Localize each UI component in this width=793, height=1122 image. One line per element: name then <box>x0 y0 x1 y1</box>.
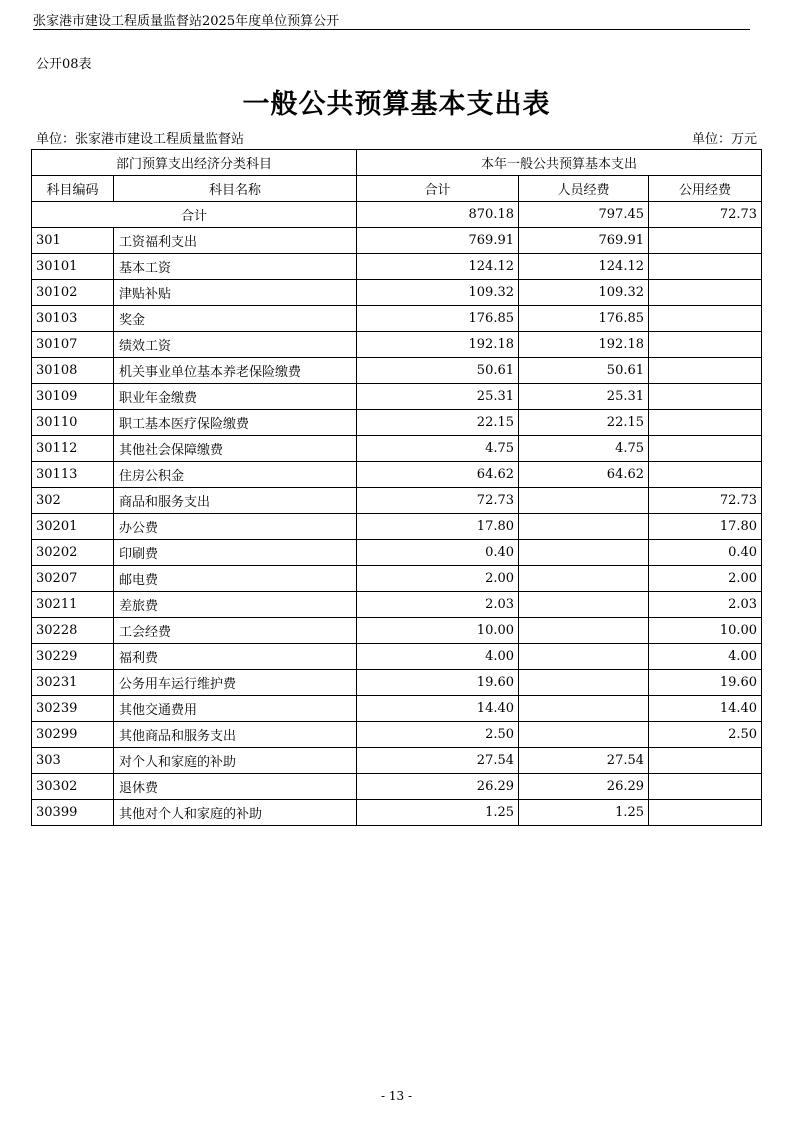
cell-name: 机关事业单位基本养老保险缴费 <box>114 358 357 384</box>
cell-personnel: 64.62 <box>519 462 649 488</box>
cell-personnel <box>519 722 649 748</box>
cell-total: 64.62 <box>357 462 519 488</box>
cell-personnel: 124.12 <box>519 254 649 280</box>
cell-code: 30202 <box>32 540 114 566</box>
cell-personnel <box>519 514 649 540</box>
cell-personnel <box>519 566 649 592</box>
column-header-code: 科目编码 <box>32 176 114 202</box>
table-row <box>32 774 762 800</box>
group-header-left: 部门预算支出经济分类科目 <box>32 150 357 176</box>
cell-code: 30101 <box>32 254 114 280</box>
cell-code: 30107 <box>32 332 114 358</box>
cell-personnel <box>519 644 649 670</box>
cell-total: 72.73 <box>357 488 519 514</box>
cell-public: 10.00 <box>649 618 762 644</box>
cell-name: 其他商品和服务支出 <box>114 722 357 748</box>
cell-code: 30113 <box>32 462 114 488</box>
column-header-name: 科目名称 <box>114 176 357 202</box>
cell-name: 邮电费 <box>114 566 357 592</box>
table-row <box>32 228 762 254</box>
table-row <box>32 514 762 540</box>
table-row <box>32 358 762 384</box>
cell-code: 30102 <box>32 280 114 306</box>
cell-total: 27.54 <box>357 748 519 774</box>
table-row <box>32 748 762 774</box>
cell-code: 30112 <box>32 436 114 462</box>
header-rule <box>33 29 750 30</box>
cell-code: 30109 <box>32 384 114 410</box>
cell-public <box>649 410 762 436</box>
cell-total: 109.32 <box>357 280 519 306</box>
cell-personnel: 109.32 <box>519 280 649 306</box>
cell-total: 19.60 <box>357 670 519 696</box>
cell-public <box>649 280 762 306</box>
table-row <box>32 566 762 592</box>
total-label: 合计 <box>32 202 357 228</box>
total-personnel: 797.45 <box>519 202 649 228</box>
cell-code: 302 <box>32 488 114 514</box>
column-header-total: 合计 <box>357 176 519 202</box>
cell-public <box>649 384 762 410</box>
cell-total: 50.61 <box>357 358 519 384</box>
cell-public <box>649 774 762 800</box>
table-row <box>32 696 762 722</box>
cell-code: 30211 <box>32 592 114 618</box>
cell-name: 其他社会保障缴费 <box>114 436 357 462</box>
cell-code: 30108 <box>32 358 114 384</box>
cell-code: 30239 <box>32 696 114 722</box>
cell-code: 30302 <box>32 774 114 800</box>
cell-code: 30110 <box>32 410 114 436</box>
cell-code: 30201 <box>32 514 114 540</box>
cell-name: 工会经费 <box>114 618 357 644</box>
cell-total: 2.50 <box>357 722 519 748</box>
cell-personnel: 769.91 <box>519 228 649 254</box>
header-group-row <box>32 150 762 176</box>
total-amount: 870.18 <box>357 202 519 228</box>
cell-code: 30231 <box>32 670 114 696</box>
cell-public: 14.40 <box>649 696 762 722</box>
cell-code: 30103 <box>32 306 114 332</box>
cell-total: 769.91 <box>357 228 519 254</box>
cell-total: 4.75 <box>357 436 519 462</box>
table-row <box>32 410 762 436</box>
cell-personnel <box>519 618 649 644</box>
cell-public <box>649 228 762 254</box>
table-row <box>32 592 762 618</box>
cell-personnel: 22.15 <box>519 410 649 436</box>
running-header: 张家港市建设工程质量监督站2025年度单位预算公开 <box>33 14 340 29</box>
cell-name: 印刷费 <box>114 540 357 566</box>
column-header-personnel: 人员经费 <box>519 176 649 202</box>
cell-public: 2.03 <box>649 592 762 618</box>
cell-personnel: 26.29 <box>519 774 649 800</box>
cell-total: 2.03 <box>357 592 519 618</box>
cell-code: 301 <box>32 228 114 254</box>
cell-personnel <box>519 540 649 566</box>
cell-name: 办公费 <box>114 514 357 540</box>
cell-total: 1.25 <box>357 800 519 826</box>
cell-total: 124.12 <box>357 254 519 280</box>
cell-total: 22.15 <box>357 410 519 436</box>
group-header-right: 本年一般公共预算基本支出 <box>357 150 762 176</box>
cell-name: 绩效工资 <box>114 332 357 358</box>
cell-public: 2.00 <box>649 566 762 592</box>
cell-personnel: 4.75 <box>519 436 649 462</box>
cell-total: 14.40 <box>357 696 519 722</box>
cell-public: 72.73 <box>649 488 762 514</box>
page-title: 一般公共预算基本支出表 <box>242 89 551 120</box>
budget-table <box>31 149 762 826</box>
cell-name: 工资福利支出 <box>114 228 357 254</box>
cell-total: 10.00 <box>357 618 519 644</box>
cell-public: 0.40 <box>649 540 762 566</box>
cell-code: 30229 <box>32 644 114 670</box>
table-row <box>32 280 762 306</box>
cell-name: 津贴补贴 <box>114 280 357 306</box>
cell-personnel: 192.18 <box>519 332 649 358</box>
cell-public: 2.50 <box>649 722 762 748</box>
table-row <box>32 306 762 332</box>
column-header-public: 公用经费 <box>649 176 762 202</box>
cell-code: 30207 <box>32 566 114 592</box>
cell-personnel: 27.54 <box>519 748 649 774</box>
table-row <box>32 384 762 410</box>
cell-personnel <box>519 696 649 722</box>
table-row <box>32 722 762 748</box>
cell-name: 职业年金缴费 <box>114 384 357 410</box>
cell-personnel <box>519 670 649 696</box>
table-row <box>32 332 762 358</box>
table-row <box>32 540 762 566</box>
cell-public: 17.80 <box>649 514 762 540</box>
cell-name: 对个人和家庭的补助 <box>114 748 357 774</box>
cell-code: 30299 <box>32 722 114 748</box>
cell-public <box>649 800 762 826</box>
cell-name: 福利费 <box>114 644 357 670</box>
cell-total: 17.80 <box>357 514 519 540</box>
cell-public: 19.60 <box>649 670 762 696</box>
cell-public <box>649 462 762 488</box>
cell-personnel <box>519 488 649 514</box>
page-number: - 13 - <box>380 1089 412 1103</box>
cell-code: 30228 <box>32 618 114 644</box>
cell-personnel: 25.31 <box>519 384 649 410</box>
cell-personnel <box>519 592 649 618</box>
cell-public <box>649 436 762 462</box>
total-row <box>32 202 762 228</box>
cell-name: 退休费 <box>114 774 357 800</box>
table-row <box>32 436 762 462</box>
cell-total: 25.31 <box>357 384 519 410</box>
table-row <box>32 462 762 488</box>
cell-name: 商品和服务支出 <box>114 488 357 514</box>
cell-name: 奖金 <box>114 306 357 332</box>
cell-code: 303 <box>32 748 114 774</box>
cell-public: 4.00 <box>649 644 762 670</box>
cell-total: 26.29 <box>357 774 519 800</box>
cell-total: 4.00 <box>357 644 519 670</box>
cell-name: 基本工资 <box>114 254 357 280</box>
cell-name: 职工基本医疗保险缴费 <box>114 410 357 436</box>
total-public: 72.73 <box>649 202 762 228</box>
cell-name: 其他交通费用 <box>114 696 357 722</box>
cell-personnel: 1.25 <box>519 800 649 826</box>
unit-organization: 单位：张家港市建设工程质量监督站 <box>36 132 245 147</box>
table-row <box>32 670 762 696</box>
table-row <box>32 254 762 280</box>
cell-public <box>649 748 762 774</box>
cell-total: 176.85 <box>357 306 519 332</box>
cell-public <box>649 306 762 332</box>
cell-name: 住房公积金 <box>114 462 357 488</box>
cell-total: 2.00 <box>357 566 519 592</box>
table-row <box>32 644 762 670</box>
cell-public <box>649 358 762 384</box>
cell-public <box>649 254 762 280</box>
cell-name: 差旅费 <box>114 592 357 618</box>
cell-personnel: 50.61 <box>519 358 649 384</box>
table-row <box>32 618 762 644</box>
unit-currency: 单位：万元 <box>691 132 757 147</box>
cell-total: 192.18 <box>357 332 519 358</box>
cell-code: 30399 <box>32 800 114 826</box>
column-header-row <box>32 176 762 202</box>
table-row <box>32 800 762 826</box>
cell-name: 其他对个人和家庭的补助 <box>114 800 357 826</box>
cell-total: 0.40 <box>357 540 519 566</box>
cell-name: 公务用车运行维护费 <box>114 670 357 696</box>
cell-personnel: 176.85 <box>519 306 649 332</box>
table-row <box>32 488 762 514</box>
cell-public <box>649 332 762 358</box>
table-number: 公开08表 <box>36 57 92 72</box>
